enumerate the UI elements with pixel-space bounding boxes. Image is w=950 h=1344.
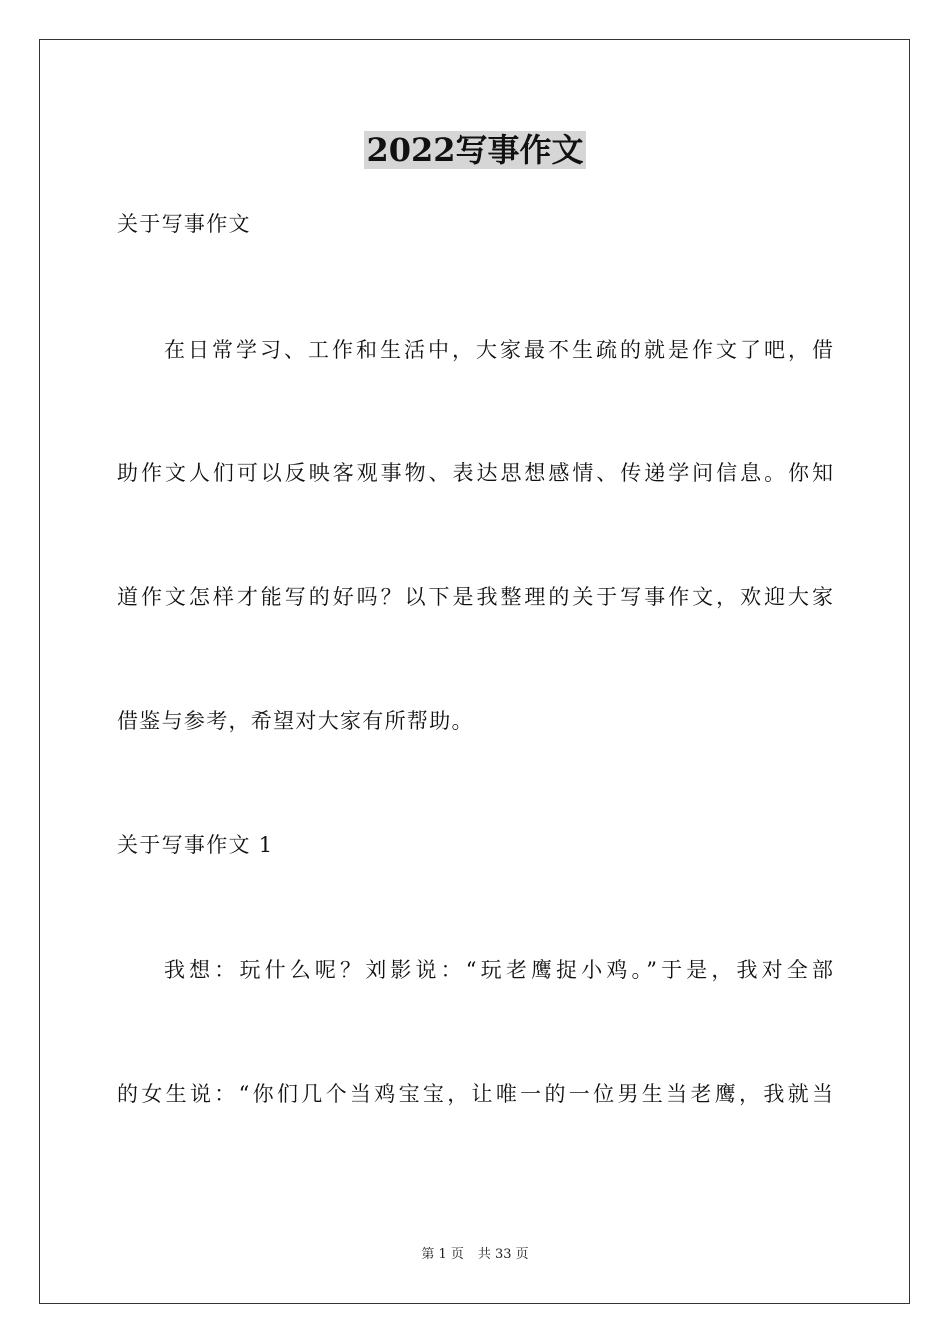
document-title-text: 2022写事作文: [366, 131, 584, 169]
paragraph-2-line-1: 我想：玩什么呢？刘影说：“玩老鹰捉小鸡。”于是，我对全部: [164, 958, 833, 982]
document-title: [0, 128, 950, 172]
paragraph-1-line-4: 借鉴与参考，希望对大家有所帮助。: [117, 709, 474, 733]
section-1-heading: 关于写事作文 1: [117, 833, 274, 857]
paragraph-1-line-3: 道作文怎样才能写的好吗？以下是我整理的关于写事作文，欢迎大家: [117, 585, 833, 609]
paragraph-1-line-2: 助作文人们可以反映客观事物、表达思想感情、传递学问信息。你知: [117, 461, 833, 485]
page-number: 第 1 页: [421, 1247, 464, 1262]
paragraph-1-line-1: 在日常学习、工作和生活中，大家最不生疏的就是作文了吧，借: [164, 338, 833, 362]
paragraph-2-line-2: 的女生说：“你们几个当鸡宝宝，让唯一的一位男生当老鹰，我就当: [117, 1082, 833, 1106]
total-pages: 共 33 页: [477, 1247, 529, 1262]
page-footer: [0, 1246, 950, 1264]
subtitle: 关于写事作文: [117, 212, 251, 236]
